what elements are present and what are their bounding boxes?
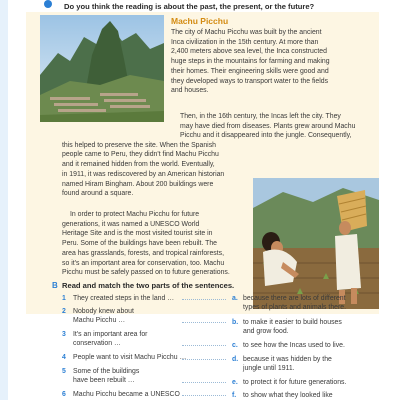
match-dotted-line: [182, 359, 226, 360]
exercise-letter: B: [52, 281, 58, 290]
item-text: Machu Picchu …: [73, 317, 126, 325]
match-dotted-line: [182, 382, 226, 383]
match-dotted-line: [182, 322, 226, 323]
item-text: People want to visit Machu Picchu …: [73, 354, 187, 361]
item-text: Some of the buildings: [73, 368, 140, 375]
item-letter: b.: [232, 319, 239, 326]
text-line: named Hiram Bingham. About 200 buildings were: [62, 180, 214, 188]
text-line: The city of Machu Picchu was built by the ancient: [171, 29, 322, 36]
item-number: 6: [62, 391, 66, 398]
item-text: They created steps in the land …: [73, 295, 175, 302]
text-line: generations, it was named a UNESCO World: [62, 220, 200, 228]
article-paragraph-3: [62, 210, 230, 278]
machu-picchu-photo: [40, 15, 164, 122]
article-title: Machu Picchu: [171, 16, 229, 26]
text-line: In order to protect Machu Picchu for future: [70, 211, 200, 218]
item-text: Machu Picchu became a UNESCO: [73, 391, 180, 398]
text-line: Then, in the 16th century, the Incas left the city. They: [180, 113, 341, 120]
item-number: 3: [62, 331, 66, 338]
item-text: to protect it for future generations.: [243, 379, 347, 386]
item-text: conservation …: [73, 340, 121, 348]
text-line: found around a square.: [62, 190, 134, 198]
item-number: 2: [62, 308, 66, 315]
item-text: jungle until 1911.: [243, 365, 295, 373]
match-dotted-line: [182, 299, 226, 300]
item-number: 5: [62, 368, 66, 375]
question-bullet-icon: [44, 0, 52, 8]
text-line: Heritage Site and is the most visited tourist site in: [62, 230, 213, 238]
text-line: they developed ways to transport water to the fields: [171, 77, 329, 85]
item-text: types of plants and animals there.: [243, 304, 347, 312]
article-paragraph-2-start: [180, 112, 355, 131]
item-text: It's an important area for: [73, 331, 148, 338]
text-line: huge steps in the mountains for farming and making: [171, 58, 330, 66]
item-letter: f.: [232, 392, 237, 399]
inca-farmers-illustration: [253, 178, 379, 309]
item-text: because there are lots of different: [243, 295, 346, 302]
item-text: to make it easier to build houses: [243, 319, 342, 326]
article-paragraph-1: [171, 28, 330, 96]
text-line: and houses.: [171, 87, 209, 95]
item-text: to show what they looked like: [243, 392, 333, 399]
item-text: because it was hidden by the: [243, 356, 332, 363]
text-line: Inca civilization in the 15th century. At more than: [171, 38, 319, 46]
item-letter: c.: [232, 342, 238, 349]
item-text: Nobody knew about: [73, 308, 134, 315]
text-line: 2,400 meters above sea level, the Inca constructed: [171, 48, 327, 56]
text-line: area has grasslands, forests, and tropical rainforests,: [62, 249, 225, 257]
text-line: their homes. Their engineering skills were good and: [171, 67, 329, 75]
text-line: this helped to preserve the site. When the Spanish: [62, 141, 216, 149]
text-line: Picchu and it disappeared into the jungle. Consequently,: [180, 132, 352, 139]
discussion-question: Do you think the reading is about the past, the present, or the future?: [64, 2, 315, 11]
item-letter: d.: [232, 356, 239, 363]
text-line: may have died from diseases. Plants grew around Machu: [180, 122, 356, 130]
item-text: and grow food.: [243, 328, 289, 336]
match-dotted-line: [182, 345, 226, 346]
text-line: Peru. Some of the buildings have been rebuilt. The: [62, 240, 218, 248]
text-line: and it remained hidden from the world. Eventually,: [62, 161, 215, 169]
text-line: so it's an important area for conservation, too. Machu: [62, 259, 225, 267]
item-letter: e.: [232, 379, 238, 386]
page-margin-strip: [0, 0, 8, 400]
item-number: 1: [62, 295, 66, 302]
match-dotted-line: [182, 395, 226, 396]
item-text: to see how the Incas used to live.: [243, 342, 345, 349]
item-letter: a.: [232, 295, 238, 302]
text-line: people came to Peru, they didn't find Machu Picchu: [62, 151, 219, 159]
item-number: 4: [62, 354, 66, 361]
text-line: Picchu must be safely passed on to future generations.: [62, 269, 230, 277]
exercise-instruction: Read and match the two parts of the sentences.: [62, 281, 235, 290]
item-text: have been rebuilt …: [73, 377, 135, 385]
text-line: in 1911, it was rediscovered by an American historian: [62, 170, 225, 178]
